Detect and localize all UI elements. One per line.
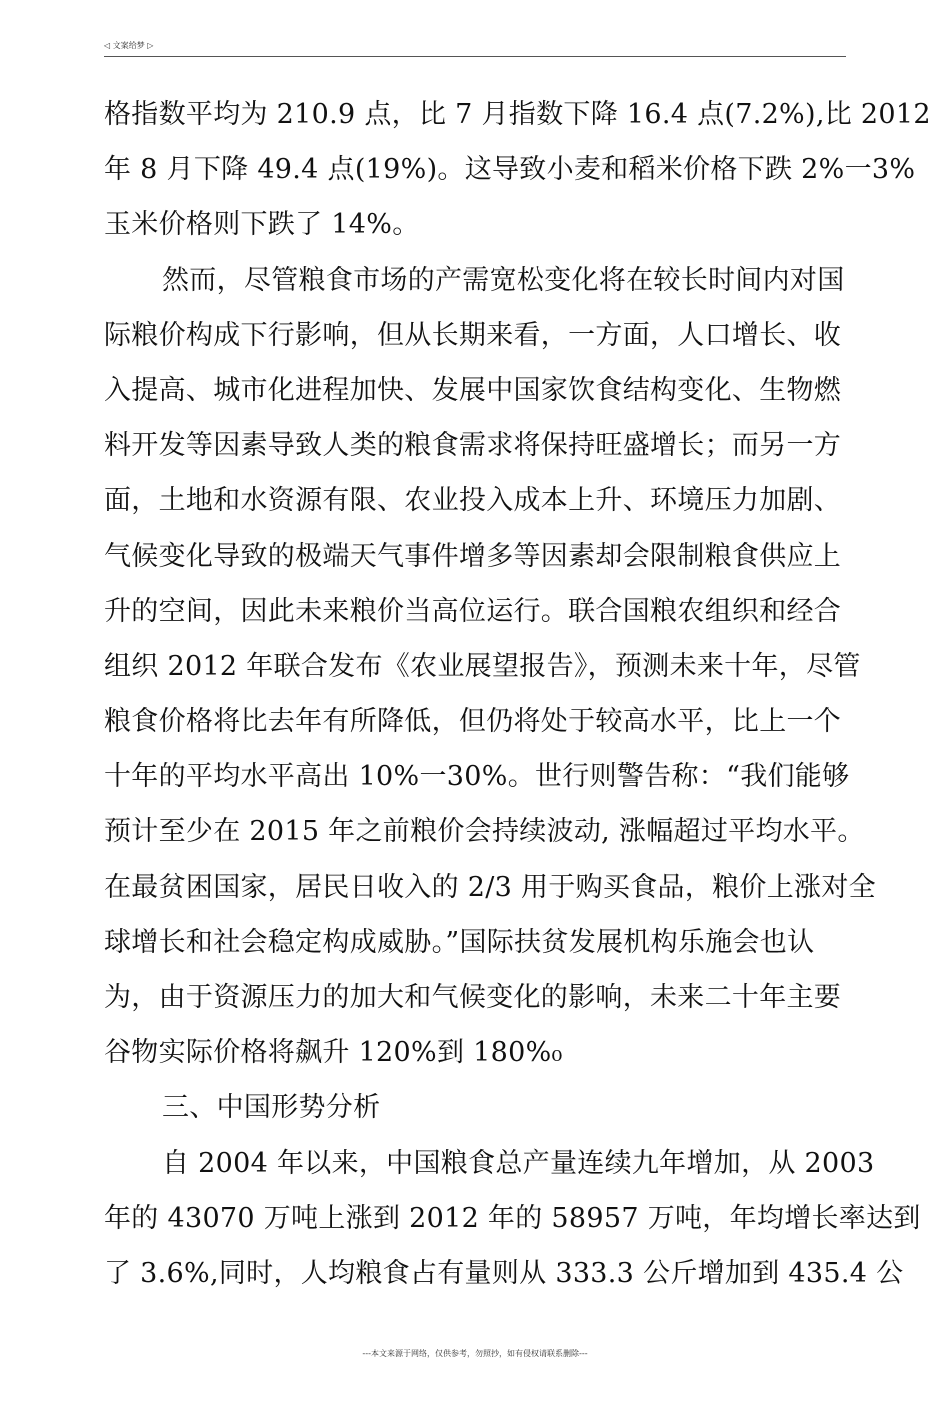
text-line: 在最贫困国家，居民日收入的 2/3 用于购买食品，粮价上涨对全 [104, 871, 876, 903]
text-line: 谷物实际价格将飙升 120%到 180%₀ [104, 1037, 563, 1069]
section-heading: 三、中国形势分析 [162, 1092, 381, 1124]
text-line: 面，土地和水资源有限、农业投入成本上升、环境压力加剧、 [104, 485, 842, 517]
text-line: 年的 43070 万吨上涨到 2012 年的 58957 万吨，年均增长率达到 [104, 1202, 921, 1234]
text-line: 十年的平均水平高出 10%一30%。世行则警告称：“我们能够 [104, 761, 850, 793]
text-line: 际粮价构成下行影响，但从长期来看，一方面，人口增长、收 [104, 319, 842, 351]
text-line: 玉米价格则下跌了 14%。 [104, 209, 420, 241]
header-text: ◁ 文案给梦 ▷ [104, 41, 154, 50]
text-line: 为，由于资源压力的加大和气候变化的影响，未来二十年主要 [104, 982, 842, 1013]
text-line: 粮食价格将比去年有所降低，但仍将处于较高水平，比上一个 [104, 706, 842, 738]
text-line: 气候变化导致的极端天气事件增多等因素却会限制粮食供应上 [104, 540, 842, 572]
page-header [104, 40, 846, 57]
document-body [104, 87, 931, 1301]
paragraph-start-line: 然而，尽管粮食市场的产需宽松变化将在较长时间内对国 [162, 264, 845, 296]
text-line: 球增长和社会稳定构成威胁。”国际扶贫发展机构乐施会也认 [104, 926, 815, 958]
text-line: 入提高、城市化进程加快、发展中国家饮食结构变化、生物燃 [104, 374, 842, 406]
page-footer: ---本文来源于网络，仅供参考，勿照抄，如有侵权请联系删除--- [362, 1349, 588, 1358]
text-line: 料开发等因素导致人类的粮食需求将保持旺盛增长；而另一方 [104, 430, 842, 462]
paragraph-start-line: 自 2004 年以来，中国粮食总产量连续九年增加，从 2003 [162, 1147, 875, 1179]
text-line: 升的空间，因此未来粮价当高位运行。联合国粮农组织和经合 [104, 595, 842, 627]
text-line: 格指数平均为 210.9 点，比 7 月指数下降 16.4 点(7.2%),比 2012 [104, 99, 931, 130]
text-line: 预计至少在 2015 年之前粮价会持续波动, 涨幅超过平均水平。 [104, 816, 865, 848]
text-line: 年 8 月下降 49.4 点(19%)。这导致小麦和稻米价格下跌 2%一3% [104, 154, 916, 186]
text-line: 了 3.6%,同时，人均粮食占有量则从 333.3 公斤增加到 435.4 公 [104, 1257, 904, 1289]
text-line: 组织 2012 年联合发布《农业展望报告》，预测未来十年，尽管 [104, 650, 861, 682]
